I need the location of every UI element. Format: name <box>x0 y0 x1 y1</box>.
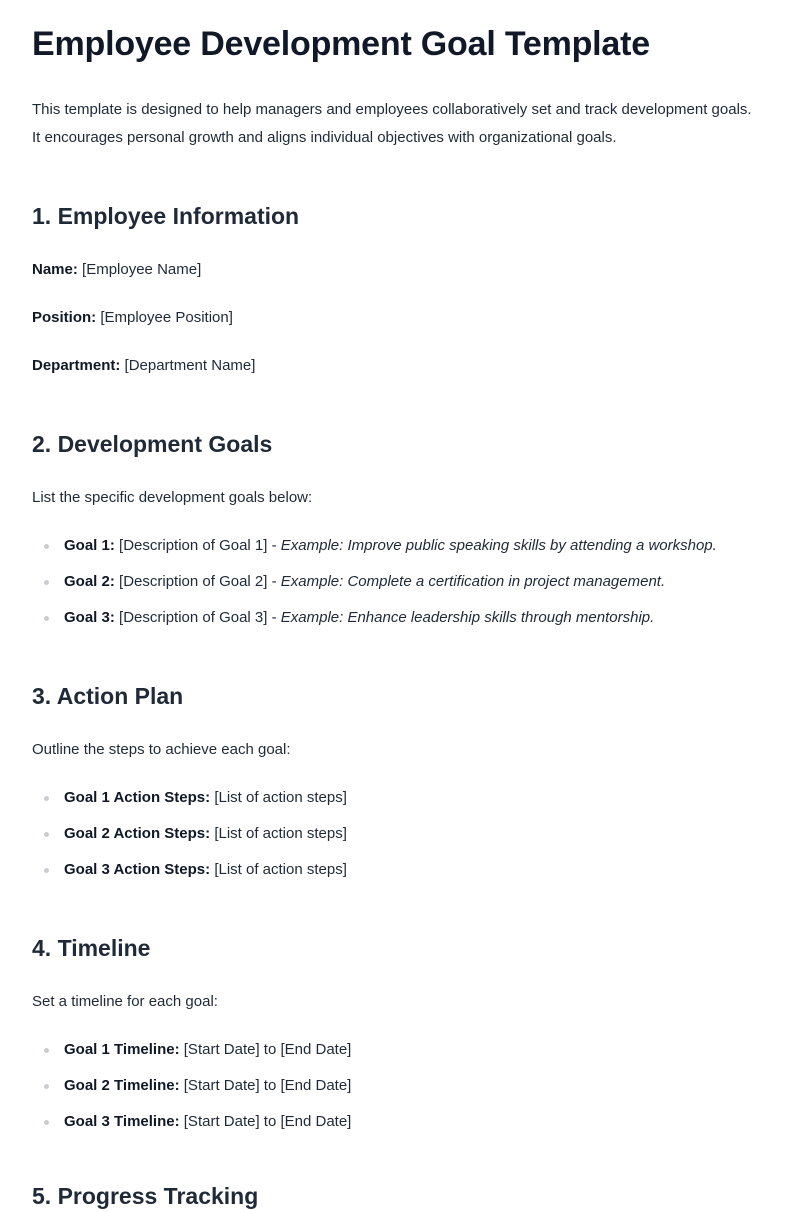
section-lead: Outline the steps to achieve each goal: <box>32 741 291 758</box>
field-label: Position: <box>32 309 97 326</box>
list-item-label: Goal 3 Action Steps: <box>64 861 211 878</box>
list-item-description: [Start Date] to [End Date] <box>183 1077 352 1094</box>
list-item-example: Example: Improve public speaking skills by attending a workshop. <box>280 537 717 554</box>
list-item-label: Goal 2: <box>64 573 115 590</box>
bullet-icon <box>44 868 49 873</box>
section-lead: Set a timeline for each goal: <box>32 993 218 1010</box>
bullet-icon <box>44 832 49 837</box>
section-heading-development-goals: 2. Development Goals <box>32 431 273 457</box>
list-item-text <box>64 1110 351 1134</box>
list-item-label: Goal 1: <box>64 537 115 554</box>
field-label: Name: <box>32 261 78 278</box>
list-item-description: [Description of Goal 2] - <box>119 573 281 590</box>
list-item-text <box>64 570 665 594</box>
field-name <box>32 258 201 282</box>
list-item-text <box>64 822 347 846</box>
bullet-icon <box>44 1048 49 1053</box>
bullet-icon <box>44 580 49 585</box>
intro-paragraph: This template is designed to help managers and employees collaboratively set and track development goals. It encourages personal growth and aligns individual objectives with organizational goals. <box>32 101 752 146</box>
list-item-description: [List of action steps] <box>214 861 347 878</box>
bullet-icon <box>44 1084 49 1089</box>
field-label: Department: <box>32 357 121 374</box>
list-item-text <box>64 1038 351 1062</box>
list-item-description: [Description of Goal 3] - <box>119 609 281 626</box>
section-lead: List the specific development goals below: <box>32 489 313 506</box>
list-item-example: Example: Enhance leadership skills through mentorship. <box>280 609 655 626</box>
page-title: Employee Development Goal Template <box>32 25 650 63</box>
field-value: [Department Name] <box>124 357 256 374</box>
section-heading-action-plan: 3. Action Plan <box>32 683 184 709</box>
list-item-label: Goal 3 Timeline: <box>64 1113 180 1130</box>
field-department <box>32 354 255 378</box>
list-item-description: [List of action steps] <box>214 789 347 806</box>
bullet-icon <box>44 796 49 801</box>
list-item-description: [Start Date] to [End Date] <box>183 1113 352 1130</box>
field-value: [Employee Position] <box>100 309 233 326</box>
bullet-icon <box>44 616 49 621</box>
field-value: [Employee Name] <box>82 261 202 278</box>
list-item-text <box>64 1074 351 1098</box>
field-position <box>32 306 233 330</box>
section-heading-progress-tracking: 5. Progress Tracking <box>32 1183 259 1209</box>
list-item-text <box>64 606 654 630</box>
bullet-icon <box>44 544 49 549</box>
list-item-text <box>64 534 717 558</box>
list-item-text <box>64 786 347 810</box>
list-item-label: Goal 2 Action Steps: <box>64 825 211 842</box>
list-item-label: Goal 1 Action Steps: <box>64 789 211 806</box>
list-item-description: [Description of Goal 1] - <box>119 537 281 554</box>
list-item-label: Goal 2 Timeline: <box>64 1077 180 1094</box>
section-heading-employee-information: 1. Employee Information <box>32 203 300 229</box>
section-heading-timeline: 4. Timeline <box>32 935 151 961</box>
list-item-text <box>64 858 347 882</box>
list-item-description: [Start Date] to [End Date] <box>183 1041 352 1058</box>
list-item-example: Example: Complete a certification in project management. <box>280 573 666 590</box>
list-item-description: [List of action steps] <box>214 825 347 842</box>
list-item-label: Goal 1 Timeline: <box>64 1041 180 1058</box>
list-item-label: Goal 3: <box>64 609 115 626</box>
bullet-icon <box>44 1120 49 1125</box>
